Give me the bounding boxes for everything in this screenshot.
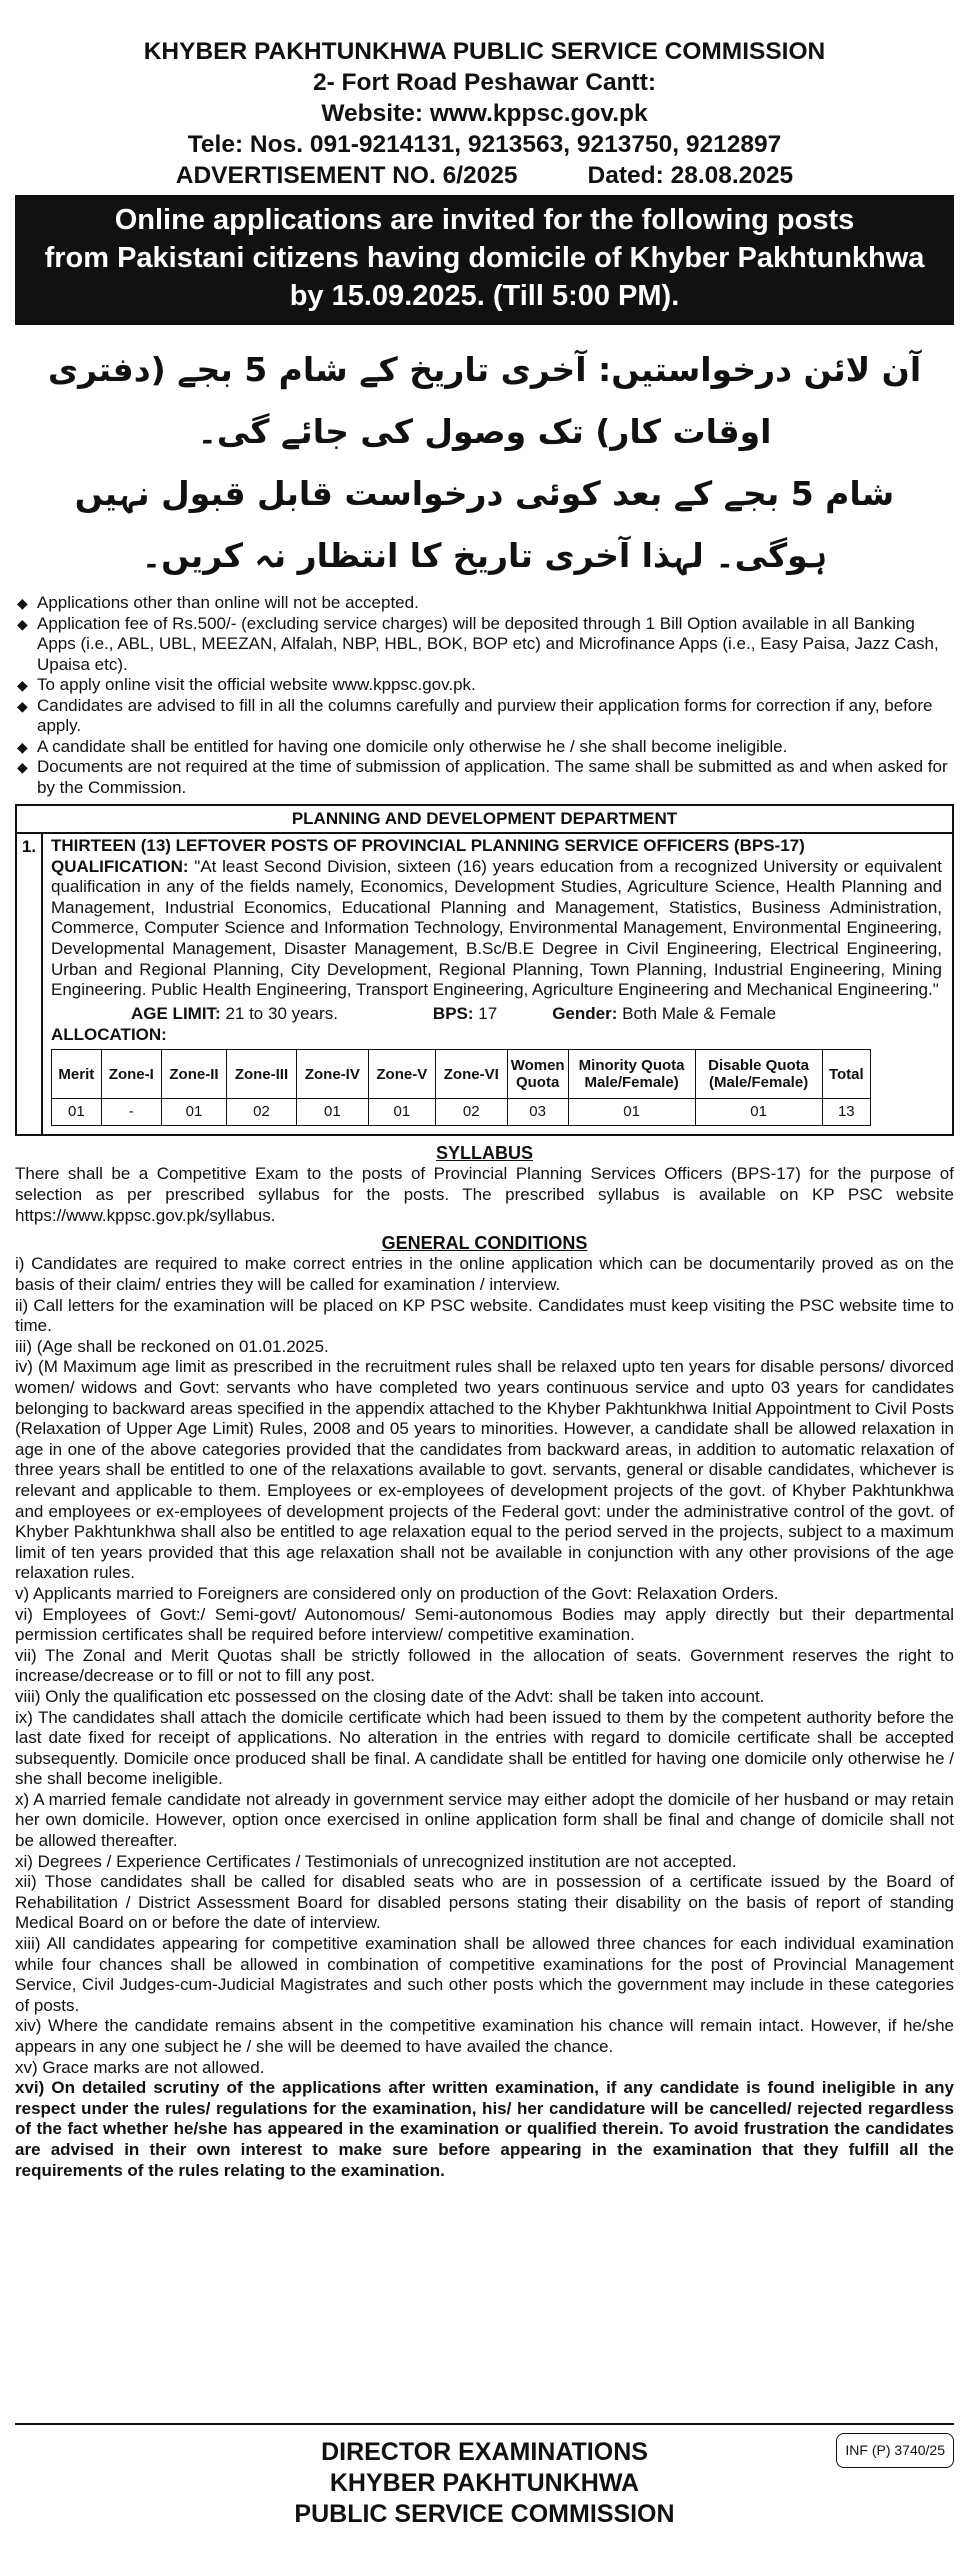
condition-item: xii) Those candidates shall be called for disabled seats who are in possession of a certificate issued by the Board of Rehabilitation / District Assessment Board for disabled persons stating their disability on the basis of report of standing Medical Board on or before the date of interview. (15, 1872, 954, 1933)
qualification (51, 857, 942, 1001)
allocation-label: ALLOCATION: (51, 1024, 167, 1044)
table-row (52, 1099, 871, 1126)
list-item: ◆ A candidate shall be entitled for having one domicile only otherwise he / she shall become ineligible. (15, 737, 954, 758)
footer-line-3: PUBLIC SERVICE COMMISSION (294, 2500, 675, 2528)
table-header: Zone-III (227, 1050, 297, 1099)
post-box (15, 804, 954, 1136)
address: 2- Fort Road Peshawar Cantt: (312, 69, 657, 96)
condition-item: ii) Call letters for the examination will be placed on KP PSC website. Candidates must keep visiting the PSC website time to time. (15, 1295, 954, 1336)
list-item: ◆ Application fee of Rs.500/- (excluding service charges) will be deposited through 1 Bill Option available in all Banking Apps (i.e., ABL, UBL, MEEZAN, Alfalah, NBP, HBL, BOK, BOP etc) and Microfinance Apps (i.e., Easy Paisa, Jazz Cash, Upaisa etc). (15, 614, 954, 676)
inf-reference: INF (P) 3740/25 (836, 2433, 954, 2468)
advertisement-number: ADVERTISEMENT NO. 6/2025 (175, 162, 518, 189)
department-title: PLANNING AND DEVELOPMENT DEPARTMENT (17, 806, 952, 834)
condition-item: viii) Only the qualification etc possessed on the closing date of the Advt: shall be taken into account. (15, 1686, 765, 1706)
table-cell: 03 (507, 1099, 568, 1126)
table-header: Zone-VI (435, 1050, 507, 1099)
allocation-table (51, 1049, 871, 1126)
table-header: Zone-V (368, 1050, 435, 1099)
footer-line-2: KHYBER PAKHTUNKHWA (329, 2469, 640, 2497)
age-value: 21 to 30 years. (225, 1003, 338, 1023)
syllabus-title: SYLLABUS (435, 1143, 533, 1164)
table-header: Zone-IV (296, 1050, 368, 1099)
qualification-text: "At least Second Division, sixteen (16) years education from a recognized University or equivalent qualification in any of the fields namely, Economics, Development Studies, Agriculture Science, Health Planning and Management, Industrial Economics, Educational Planning and Management, Statistics, Business Administration, Commerce, Computer Science and Information Technology, Environmental Management, Environmental Engineering, Developmental Management, Disaster Management, B.Sc/B.E Degree in Civil Engineering, Electrical Engineering, Urban and Regional Planning, City Development, Regional Planning, Town Planning, Industrial Engineering, Mining Engineering. Public Health Engineering, Transport Engineering, Agriculture Engineering and Mechanical Engineering." (51, 856, 942, 1000)
condition-item: x) A married female candidate not already in government service may either adopt the domicile of her husband or may retain her own domicile. However, option once exercised in online application form shall be final and change of domicile shall not be allowed thereafter. (15, 1789, 954, 1851)
banner-line-1: Online applications are invited for the following posts (114, 204, 855, 236)
condition-item: vi) Employees of Govt:/ Semi-govt/ Autonomous/ Semi-autonomous Bodies may apply directly but their departmental permission certificates shall be required before interview/ competitive examination. (15, 1604, 954, 1645)
age-row (51, 1003, 942, 1025)
condition-item: xvi) On detailed scrutiny of the applications after written examination, if any candidate is found ineligible in any respect under the rules/ regulations for the examination, his/ her candidature will be cancelled/ rejected regardless of the fact whether he/she has appeared in the examination or qualified therein. To avoid frustration the candidates are advised in their own interest to make sure before appearing in the examination that they fulfill all the requirements of the rules relating to the examination. (15, 2078, 954, 2180)
age-label: AGE LIMIT: (131, 1003, 221, 1023)
advertisement-page (15, 0, 954, 2560)
list-item: ◆ Documents are not required at the time of submission of application. The same shall be submitted as and when asked for by the Commission. (15, 757, 954, 798)
qualification-label: QUALIFICATION: (51, 856, 189, 876)
table-cell: 01 (296, 1099, 368, 1126)
condition-item: iv) (M Maximum age limit as prescribed in the recruitment rules shall be relaxed upto ten years for disable persons/ divorced women/ widows and Govt: servants who have completed two years continuous service and upto 03 years for candidates belonging to backward areas specified in the appendix attached to the Khyber Pakhtunkhwa Initial Appointment to Civil Posts (Relaxation of Upper Age Limit) Rules, 2008 and 05 years to minorities. However, a candidate shall be allowed relaxation in age in one of the above categories provided that the candidates from backward areas, in addition to automatic relaxation of three years shall be entitled to one of the relaxations available to govt. servants, general or disable candidates, whichever is relevant and applicable to them. Employees or ex-employees of development projects of the govt. of Khyber Pakhtunkhwa and employees or ex-employees of development projects of the Federal govt: under the administrative control of the govt. of Khyber Pakhtunkhwa shall also be entitled to age relaxation equal to the period served in the projects, subject to a maximum limit of ten years provided that this age relaxation shall not be available in conjunction with any other provisions of the age relaxation rules. (15, 1357, 954, 1583)
table-header: Women Quota (507, 1050, 568, 1099)
urdu-line-2: شام 5 بجے کے بعد کوئی درخواست قابل قبول نہیں ہوگی۔ لہذا آخری تاریخ کا انتظار نہ کریں۔ (74, 474, 895, 575)
condition-item: xv) Grace marks are not allowed. (15, 2057, 265, 2077)
general-conditions-title: GENERAL CONDITIONS (381, 1233, 588, 1254)
table-cell: - (101, 1099, 161, 1126)
condition-item: xiii) All candidates appearing for competitive examination shall be allowed three chances for each individual examination while four chances shall be allowed in combination of competitive examinations for the post of Provincial Management Service, Civil Judges-cum-Judicial Magistrates and such other posts which the government may include in these categories of posts. (15, 1934, 954, 2015)
invitation-banner (15, 195, 954, 325)
list-item: ◆ Applications other than online will not be accepted. (15, 593, 954, 614)
footer-line-1: DIRECTOR EXAMINATIONS (321, 2438, 648, 2466)
banner-line-2: from Pakistani citizens having domicile of Khyber Pakhtunkhwa (44, 242, 925, 274)
post-content (43, 834, 952, 1134)
footer (15, 2423, 954, 2530)
gender-value: Both Male & Female (622, 1003, 777, 1023)
condition-item: iii) (Age shall be reckoned on 01.01.2025. (15, 1336, 329, 1356)
instruction-list (15, 593, 954, 798)
list-item: ◆ Candidates are advised to fill in all the columns carefully and purview their application forms for correction if any, before apply. (15, 696, 954, 737)
condition-item: v) Applicants married to Foreigners are considered only on production of the Govt: Relaxation Orders. (15, 1583, 779, 1603)
telephone: Tele: Nos. 091-9214131, 9213563, 9213750, 9212897 (187, 131, 782, 158)
post-body (17, 834, 952, 1134)
table-cell: 02 (435, 1099, 507, 1126)
table-cell: 01 (161, 1099, 226, 1126)
table-header: Zone-I (101, 1050, 161, 1099)
table-header: Minority Quota Male/Female) (568, 1050, 695, 1099)
table-cell: 01 (695, 1099, 822, 1126)
bps-value: 17 (478, 1003, 498, 1023)
post-number: 1. (17, 834, 43, 1134)
condition-item: i) Candidates are required to make correct entries in the online application which can be documentarily proved as on the basis of their claim/ entries they will be called for examination / interview. (15, 1254, 954, 1295)
table-header: Zone-II (161, 1050, 226, 1099)
table-header: Disable Quota (Male/Female) (695, 1050, 822, 1099)
advertisement-row (15, 160, 954, 191)
list-item: ◆ To apply online visit the official website www.kppsc.gov.pk. (15, 675, 954, 696)
urdu-line-1: آن لائن درخواستیں: آخری تاریخ کے شام 5 بجے (دفتری اوقات کار) تک وصول کی جائے گی۔ (47, 350, 922, 451)
commission-name: KHYBER PAKHTUNKHWA PUBLIC SERVICE COMMISSION (143, 38, 826, 65)
header (15, 0, 954, 191)
table-header-row (52, 1050, 871, 1099)
condition-item: xi) Degrees / Experience Certificates / Testimonials of unrecognized institution are not accepted. (15, 1851, 737, 1871)
table-header: Total (822, 1050, 870, 1099)
table-header: Merit (52, 1050, 102, 1099)
syllabus-text: There shall be a Competitive Exam to the posts of Provincial Planning Services Officers (BPS-17) for the purpose of selection as per prescribed syllabus for the posts. The prescribed syllabus is available on KP PSC website https://www.kppsc.gov.pk/syllabus. (15, 1164, 954, 1225)
website: Website: www.kppsc.gov.pk (321, 100, 648, 127)
urdu-notice (15, 339, 954, 587)
table-cell: 13 (822, 1099, 870, 1126)
bps-label: BPS: (432, 1003, 474, 1023)
banner-line-3: by 15.09.2025. (Till 5:00 PM). (289, 280, 680, 312)
condition-item: ix) The candidates shall attach the domicile certificate which had been issued to them by the competent authority before the last date fixed for receipt of applications. No alteration in the entries with regard to domicile certificate shall be accepted subsequently. Domicile once produced shall be final. A candidate shall be entitled for having one domicile only otherwise he / she shall become ineligible. (15, 1707, 954, 1789)
general-conditions (15, 1254, 954, 2181)
table-cell: 01 (368, 1099, 435, 1126)
table-cell: 02 (227, 1099, 297, 1126)
condition-item: xiv) Where the candidate remains absent in the competitive examination his chance will remain intact. However, if he/she appears in any one subject he / she will be deemed to have availed the chance. (15, 2016, 954, 2057)
table-cell: 01 (568, 1099, 695, 1126)
post-title: THIRTEEN (13) LEFTOVER POSTS OF PROVINCIAL PLANNING SERVICE OFFICERS (BPS-17) (51, 836, 805, 855)
gender-label: Gender: (552, 1003, 618, 1023)
advertisement-date: Dated: 28.08.2025 (587, 162, 794, 189)
table-cell: 01 (52, 1099, 102, 1126)
condition-item: vii) The Zonal and Merit Quotas shall be strictly followed in the allocation of seats. Government reserves the right to increase/decrease or to fill or not to fill any post. (15, 1645, 954, 1686)
